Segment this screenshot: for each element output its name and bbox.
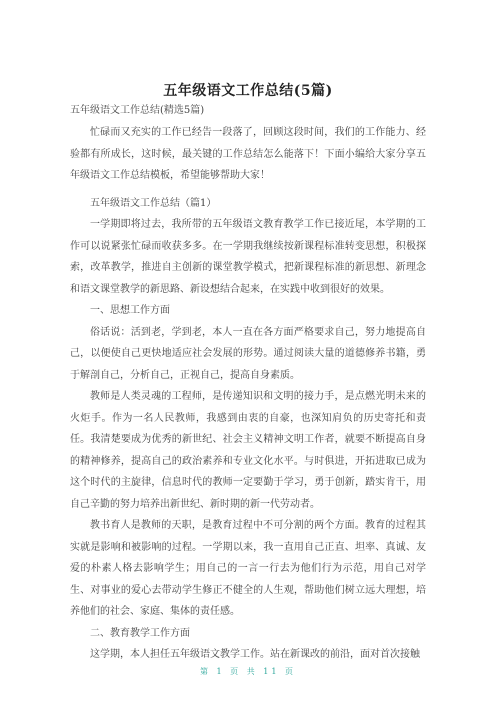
page-number-footer: 第 1 页 共 11 页: [200, 667, 296, 676]
body-paragraph: 俗话说：活到老，学到老，本人一直在各方面严格要求自己，努力地提高自己，以便使自己更快地适应社会发展的形势。通过阅读大量的道德修养书籍，勇于解剖自己，分析自己，正视自己，提高自身素质。: [70, 326, 426, 381]
section-heading-ideology: 一、思想工作方面: [90, 305, 170, 316]
body-paragraph: 教书育人是教师的天职，是教育过程中不可分割的两个方面。教育的过程其实就是影响和被影响的过程。一学期以来，我一直用自己正直、坦率、真诚、友爱的朴素人格去影响学生；用自己的一言一行去为他们行为示范，用自己对学生、对事业的爱心去带动学生修正不健全的人生观，帮助他们树立远大理想，培养他们的社会、家庭、集体的责任感。: [70, 520, 426, 617]
body-paragraph: 一学期即将过去，我所带的五年级语文教育教学工作已接近尾，本学期的工作可以说紧张忙碌而收获多多。在一学期我继续按新课程标准转变思想，积极探索，改革教学，推进自主创新的课堂教学模式，把新课程标准的新思想、新理念和语文课堂教学的新思路、新设想结合起来，在实践中收到很好的效果。: [70, 219, 426, 295]
body-paragraph: 这学期，本人担任五年级语文教学工作。站在新课改的前沿，面对首次接触: [90, 649, 420, 660]
body-paragraph: 教师是人类灵魂的工程师，是传递知识和文明的接力手，是点燃光明未来的火炬手。作为一名人民教师，我感到由衷的自豪，也深知肩负的历史寄托和责任。我清楚要成为优秀的新世纪、社会主义精神文明工作者，就要不断提高自身的精神修养，提高自己的政治素养和专业文化水平。与时俱进，开拓进取已成为这个时代的主旋律，信息时代的教师一定要勤于学习，勇于创新，踏实肯干，用自己辛勤的努力培养出新世纪、新时期的新一代劳动者。: [70, 391, 426, 510]
document-title: 五年级语文工作总结(5篇): [163, 83, 333, 99]
section-heading-part1: 五年级语文工作总结（篇1）: [90, 197, 217, 209]
document-body: [70, 122, 426, 666]
intro-paragraph: 忙碌而又充实的工作已经告一段落了，回顾这段时间，我们的工作能力、经验都有所成长，这时候，最关键的工作总结怎么能落下！下面小编给大家分享五年级语文工作总结模板，希望能够帮助大家！: [70, 127, 426, 181]
section-heading-teaching: 二、教育教学工作方面: [90, 627, 190, 639]
document-subtitle: 五年级语文工作总结(精选5篇): [70, 105, 205, 116]
